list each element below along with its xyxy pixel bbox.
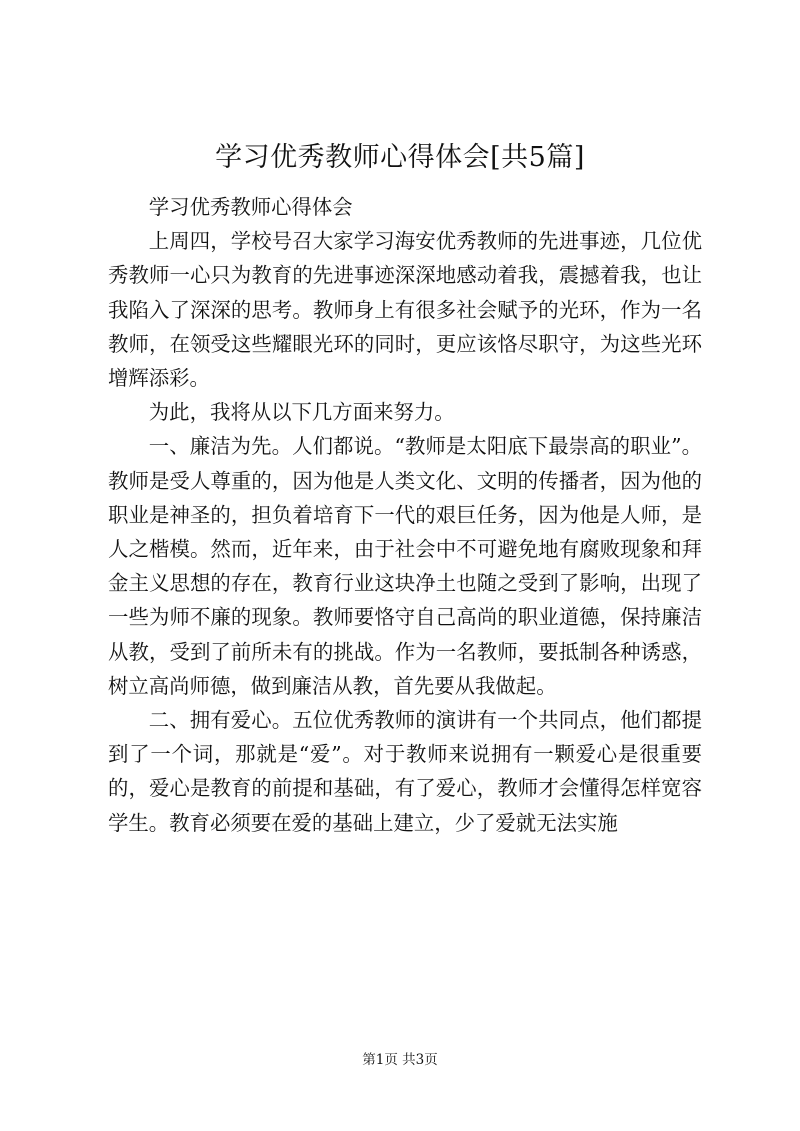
paragraph-intro: 上周四，学校号召大家学习海安优秀教师的先进事迹，几位优秀教师一心只为教育的先进事迹深深地感动着我，震撼着我，也让我陷入了深深的思考。教师身上有很多社会赋予的光环，作为一名教师，在领受这些耀眼光环的同时，更应该恪尽职守，为这些光环增辉添彩。 — [108, 229, 702, 391]
paragraph-subtitle: 学习优秀教师心得体会 — [148, 195, 353, 219]
document-title: 学习优秀教师心得体会[共5篇] — [215, 142, 585, 173]
paragraph-transition: 为此，我将从以下几方面来努力。 — [148, 400, 455, 425]
page-number-footer: 第1页 共3页 — [362, 1052, 438, 1068]
document-body — [108, 190, 702, 840]
paragraph-point-two: 二、拥有爱心。五位优秀教师的演讲有一个共同点，他们都提到了一个词，那就是“爱”。对于教师来说拥有一颗爱心是很重要的，爱心是教育的前提和基础，有了爱心，教师才会懂得怎样宽容学生。教育必须要在爱的基础上建立，少了爱就无法实施 — [108, 708, 702, 835]
paragraph-point-one: 一、廉洁为先。人们都说。“教师是太阳底下最崇高的职业”。教师是受人尊重的，因为他是人类文化、文明的传播者，因为他的职业是神圣的，担负着培育下一代的艰巨任务，因为他是人师，是人之楷模。然而，近年来，由于社会中不可避免地有腐败现象和拜金主义思想的存在，教育行业这块净土也随之受到了影响，出现了一些为师不廉的现象。教师要恪守自己高尚的职业道德，保持廉洁从教，受到了前所未有的挑战。作为一名教师，要抵制各种诱惑，树立高尚师德，做到廉洁从教，首先要从我做起。 — [108, 434, 702, 698]
